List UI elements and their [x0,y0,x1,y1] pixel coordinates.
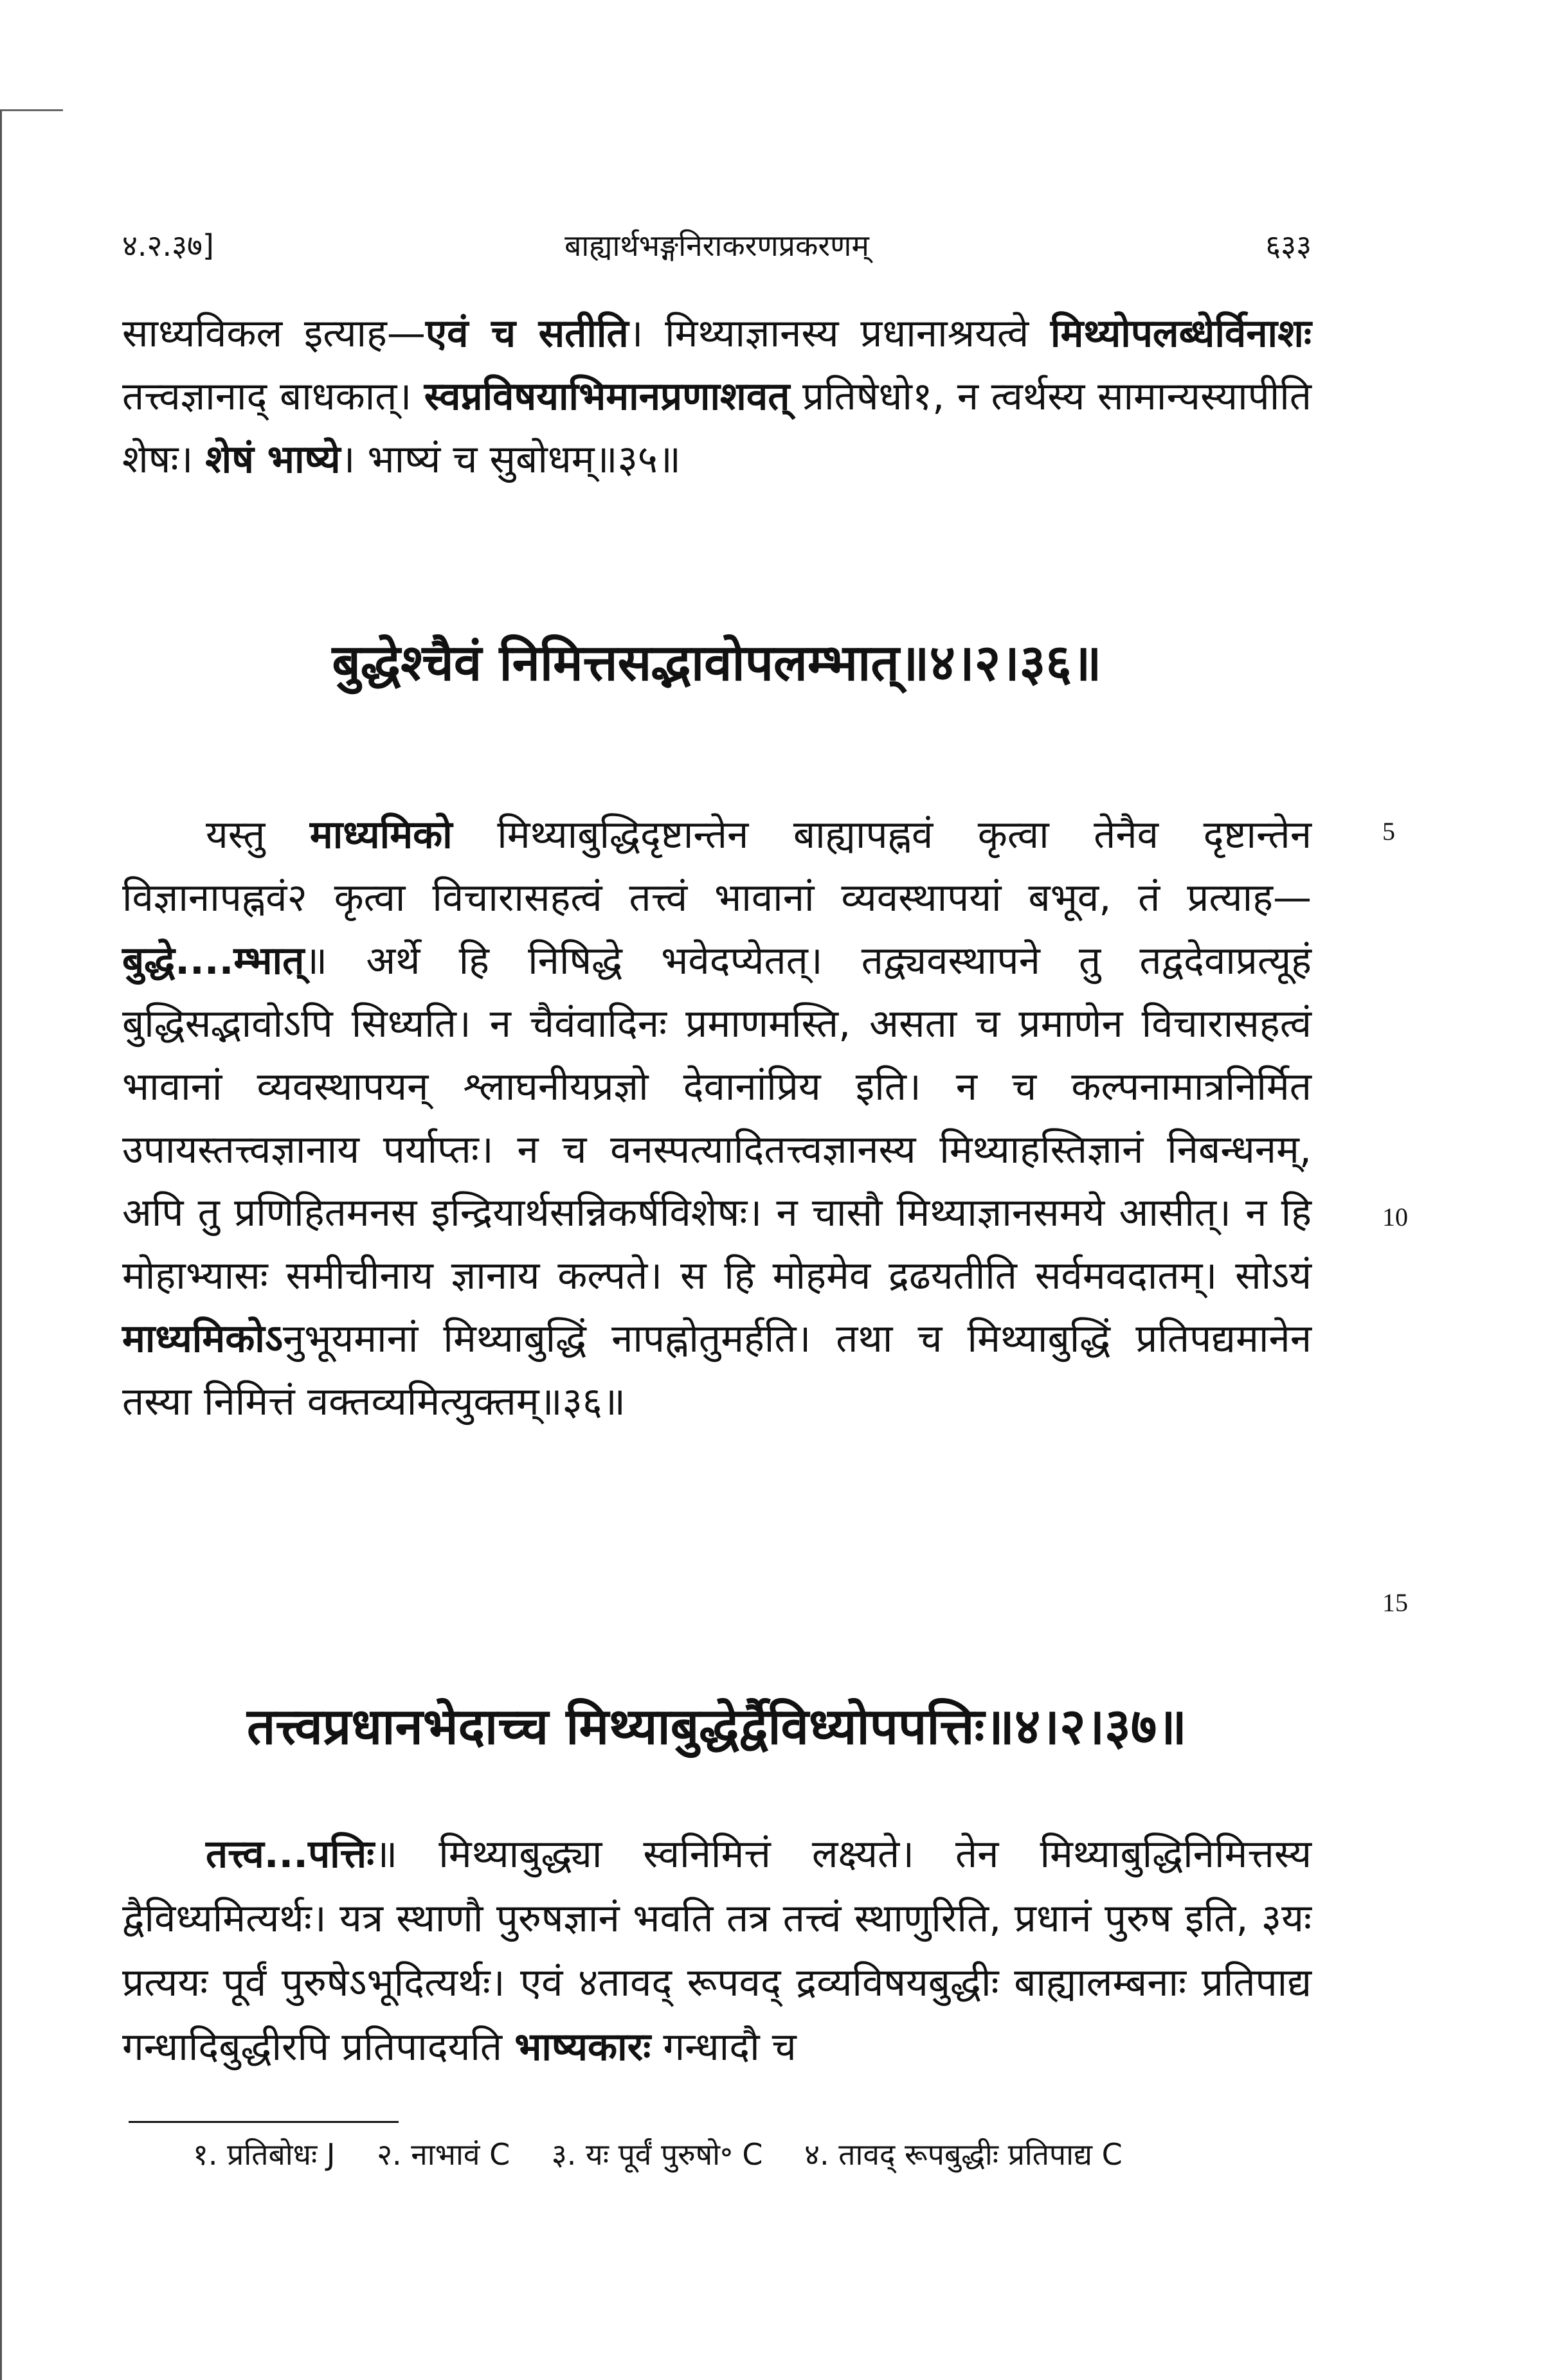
bold-quote: स्वप्नविषयाभिमानप्रणाशवत् [424,374,790,419]
text-run: साध्यविकल इत्याह— [122,311,426,356]
footnote-1: १. प्रतिबोधः J [193,2137,336,2172]
line-number-10: 10 [1382,1203,1408,1231]
bold-quote: मिथ्योपलब्धेर्विनाशः [1050,311,1312,356]
sutra-heading-37: तत्त्वप्रधानभेदाच्च मिथ्याबुद्धेर्द्वैविध्योपपत्तिः॥४।२।३७॥ [246,1698,1187,1756]
line-number-15: 15 [1382,1588,1408,1617]
bold-quote: शेषं भाष्ये [205,437,341,482]
commentary-paragraph-35 [122,302,1312,491]
text-run: नुभूयमानां मिथ्याबुद्धिं नापह्नोतुमर्हति। तथा च मिथ्याबुद्धिं प्रतिपद्यमानेन तस्या निमित्तं वक्तव्यमित्युक्तम्॥३६॥ [122,1316,1312,1424]
text-run: मिथ्याबुद्धिदृष्टान्तेन बाह्यापह्नवं कृत्वा तेनैव दृष्टान्तेन विज्ञानापह्नवं२ कृत्वा विचारासहत्वं तत्त्वं भावानां व्यवस्थापयां बभूव, तं प्रत्याह— [122,812,1312,920]
footnote-4: ४. तावद् रूपबुद्धीः प्रतिपाद्य C [804,2137,1123,2172]
header-chapter-title: बाह्यार्थभङ्गनिराकरणप्रकरणम् [564,228,869,263]
commentary-paragraph-37 [122,1822,1312,2079]
sutra-heading-36: बुद्धेश्चैवं निमित्तसद्भावोपलम्भात्॥४।२।३६॥ [332,634,1102,692]
header-page-number: ६३३ [1265,228,1312,263]
bold-quote: माध्यमिको [309,812,453,857]
commentary-paragraph-36 [122,803,1312,1433]
text-run: । मिथ्याज्ञानस्य प्रधानाश्रयत्वे [628,311,1051,356]
footnote-2: २. नाभावं C [377,2137,510,2172]
bold-quote: भाष्यकारः [514,2025,651,2070]
text-run: तत्त्वज्ञानाद् बाधकात्। [122,374,424,419]
bold-quote: एवं च सतीति [425,311,629,356]
running-header [122,225,1312,276]
text-run: । भाष्यं च सुबोधम्॥३५॥ [340,437,681,482]
text-run: गन्धादौ च [651,2025,797,2070]
bold-quote: बुद्धे....म्भात् [122,938,305,983]
text-run: प्रतिषेधो१, न त्वर्थस्य सामान्यस्यापीति शेषः। [122,374,1312,482]
footnote-rule [129,2121,399,2123]
bold-quote: माध्यमिकोऽ [122,1316,283,1361]
header-section-ref: ४.२.३७] [122,228,214,263]
page-frame-edge [0,109,63,2380]
text-run: ॥ अर्थे हि निषिद्धे भवेदप्येतत्। तद्व्यवस्थापने तु तद्वदेवाप्रत्यूहं बुद्धिसद्भावोऽपि सिध्यति। न चैवंवादिनः प्रमाणमस्ति, असता च प्रमाणेन विचारासहत्वं भावानां व्यवस्थापयन् श्लाघनीयप्रज्ञो देवानांप्रिय इति। न च कल्पनामात्रनिर्मित उपायस्तत्त्वज्ञानाय पर्याप्तः। न च वनस्पत्यादितत्त्वज्ञानस्य मिथ्याहस्तिज्ञानं निबन्धनम्, अपि तु प्रणिहितमनस इन्द्रियार्थसन्निकर्षविशेषः। न चासौ मिथ्याज्ञानसमये आसीत्। न हि मोहाभ्यासः समीचीनाय ज्ञानाय कल्पते। स हि मोहमेव द्रढयतीति सर्वमवदातम्। सोऽयं [122,938,1312,1298]
text-run: यस्तु [206,812,310,857]
bold-quote: तत्त्व...पत्तिः [206,1832,375,1877]
text-run: ॥ मिथ्याबुद्ध्या स्वनिमित्तं लक्ष्यते। तेन मिथ्याबुद्धिनिमित्तस्य द्वैविध्यमित्यर्थः। यत्र स्थाणौ पुरुषज्ञानं भवति तत्र तत्त्वं स्थाणुरिति, प्रधानं पुरुष इति, ३यः प्रत्ययः पूर्वं पुरुषेऽभूदित्यर्थः। एवं ४तावद् रूपवद् द्रव्यविषयबुद्धीः बाह्यालम्बनाः प्रतिपाद्य गन्धादिबुद्धीरपि प्रतिपादयति [122,1832,1312,2070]
footnote-3: ३. यः पूर्वं पुरुषो॰ C [551,2137,763,2172]
line-number-5: 5 [1382,817,1395,846]
footnotes [193,2134,1324,2174]
